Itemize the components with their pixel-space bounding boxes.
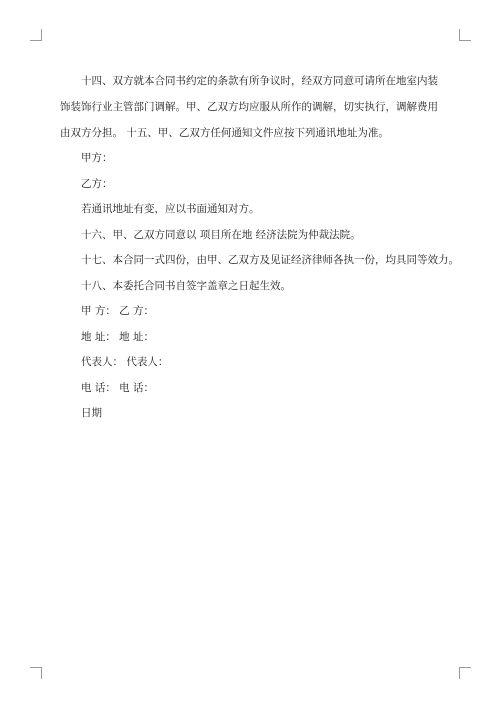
crop-mark-top-right (459, 29, 471, 41)
clause-16-line: 十六、甲、乙双方同意以 项目所在地 经济法院为仲裁法院。 (81, 228, 361, 241)
crop-mark-top-left (30, 29, 42, 41)
signature-phone-line: 电 话： 电 话： (81, 381, 155, 394)
crop-mark-bottom-right (459, 667, 471, 679)
signature-date-line: 日期 (81, 407, 102, 419)
clause-17-line: 十七、本合同一式四份，由甲、乙双方及见证经济律师各执一份，均具同等效力。 (81, 254, 459, 266)
signature-address-line: 地 址： 地 址： (81, 330, 155, 343)
party-a-line: 甲方： (81, 152, 113, 164)
signature-parties-line: 甲 方： 乙 方： (81, 305, 155, 317)
document-body (60, 68, 459, 426)
clause-18-line: 十八、本委托合同书自签字盖章之日起生效。 (81, 279, 291, 292)
clause-14-15-paragraph: 十四、双方就本合同书约定的条款有所争议时，经双方同意可请所在地室内装饰装饰行业主管部门调解。甲、乙双方均应服从所作的调解，切实执行，调解费用由双方分担。 十五、甲、乙双方任何通知文件应按下列通讯地址为准。 (60, 75, 438, 139)
signature-representative-line: 代表人： 代表人： (81, 356, 169, 368)
address-change-line: 若通讯地址有变，应以书面通知对方。 (81, 203, 260, 215)
party-b-line: 乙方： (81, 177, 113, 190)
crop-mark-bottom-left (30, 667, 42, 679)
